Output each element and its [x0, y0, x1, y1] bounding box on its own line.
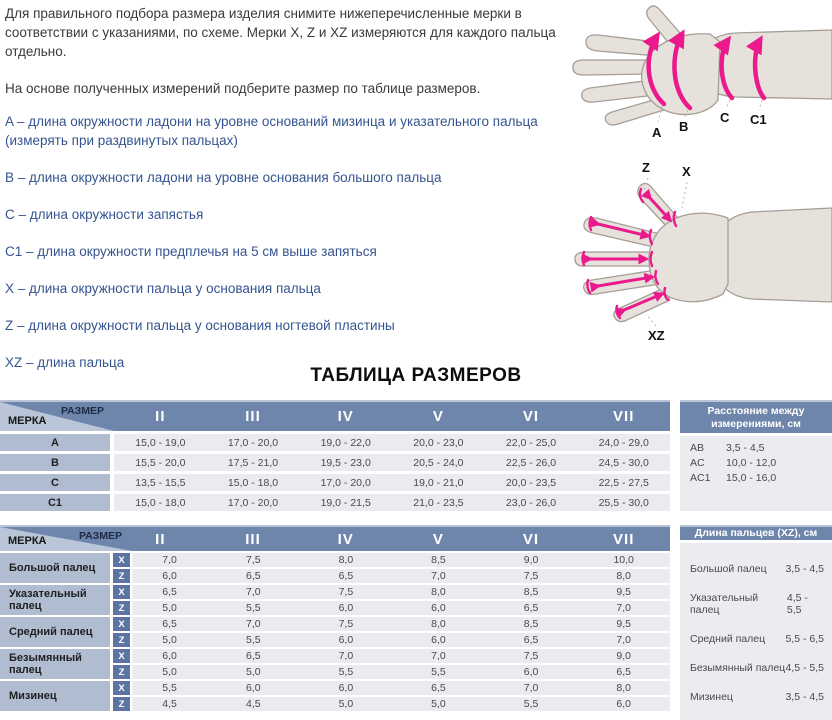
cell: 5,0 — [162, 634, 177, 646]
cell: 5,5 — [338, 666, 354, 678]
definition-z: Z – длина окружности пальца у основания ногтевой пластины — [5, 318, 395, 333]
definition-c: C – длина окружности запястья — [5, 207, 204, 222]
finger-measurement-diagram — [560, 156, 832, 350]
corner-size-label: РАЗМЕР — [61, 405, 104, 417]
sub-label-z: Z — [113, 601, 130, 615]
table-row — [0, 474, 670, 491]
size-table-circumference — [0, 400, 670, 511]
cell: 6,0 — [523, 666, 539, 678]
cell: 21,0 - 23,5 — [413, 496, 464, 509]
panel-row — [690, 633, 824, 645]
cell: 8,5 — [431, 554, 446, 566]
cell: 13,5 - 15,5 — [135, 476, 186, 489]
cell: 25,5 - 30,0 — [598, 496, 649, 509]
corner-merka-label: МЕРКА — [8, 535, 47, 547]
cell: 5,0 — [338, 698, 354, 710]
cell: 24,5 - 30,0 — [598, 456, 649, 469]
cell: 5,5 — [245, 634, 261, 646]
measurement-instructions — [5, 4, 563, 390]
cell: 6,5 — [162, 586, 177, 598]
cell: 6,5 — [523, 634, 539, 646]
panel-row — [690, 691, 824, 703]
intro-paragraph-2: На основе полученных измерений подберите размер по таблице размеров. — [5, 81, 481, 96]
cell: 9,0 — [616, 650, 631, 662]
cell: 5,0 — [431, 698, 446, 710]
cell: 6,0 — [431, 634, 446, 646]
cell: 7,0 — [431, 570, 446, 582]
hand-circumference-diagram — [560, 0, 832, 150]
table2-header-row — [0, 525, 670, 551]
cell: 7,0 — [616, 634, 631, 646]
table1-col-v: V — [432, 408, 444, 425]
sub-label-x: X — [113, 585, 130, 599]
cell: 9,5 — [616, 586, 631, 598]
cell: 6,5 — [523, 602, 539, 614]
cell: 5,5 — [431, 666, 446, 678]
finger-row-middle — [0, 617, 670, 647]
cell: 17,0 - 20,0 — [227, 496, 279, 509]
cell: 8,0 — [431, 586, 446, 598]
cell: 4,5 — [162, 698, 177, 710]
table-row — [0, 454, 670, 471]
finger-label: Мизинец — [0, 681, 110, 711]
cell: 6,5 — [245, 650, 261, 662]
panel-row-value: 10,0 - 12,0 — [726, 457, 777, 469]
cell: 8,0 — [616, 682, 631, 694]
cell: 5,0 — [245, 666, 261, 678]
panel-row-label: Большой палец — [690, 563, 767, 575]
measure-label-a: A — [652, 125, 662, 140]
panel-row-label: AC — [690, 457, 705, 469]
cell: 20,0 - 23,0 — [413, 436, 464, 449]
cell: 7,0 — [338, 650, 354, 662]
table1-col-iii: III — [245, 408, 261, 425]
cell: 7,0 — [616, 602, 631, 614]
sub-label-x: X — [113, 617, 130, 631]
cell: 20,5 - 24,0 — [413, 456, 464, 469]
sub-label-z: Z — [113, 665, 130, 679]
definition-xz: XZ – длина пальца — [5, 355, 125, 370]
table1-col-ii: II — [155, 408, 166, 425]
row-label-c: C — [0, 474, 110, 491]
finger-label: Безымянный палец — [0, 649, 110, 679]
cell: 6,5 — [616, 666, 631, 678]
cell: 17,0 - 20,0 — [320, 476, 371, 489]
table2-col-iii: III — [245, 530, 261, 548]
cell: 6,5 — [162, 618, 177, 630]
cell: 22,5 - 27,5 — [598, 476, 649, 489]
cell: 7,0 — [523, 682, 539, 694]
size-table-title: ТАБЛИЦА РАЗМЕРОВ — [310, 365, 522, 386]
table2-col-vii: VII — [613, 530, 635, 548]
cell: 8,5 — [523, 586, 539, 598]
cell: 6,0 — [245, 682, 261, 694]
cell: 19,0 - 22,0 — [320, 436, 371, 449]
measure-label-xz: XZ — [648, 328, 665, 343]
cell: 15,0 - 18,0 — [135, 496, 186, 509]
cell: 8,0 — [338, 554, 354, 566]
panel-row — [690, 592, 824, 616]
cell: 7,5 — [523, 570, 539, 582]
cell: 5,0 — [162, 666, 177, 678]
panel-row — [690, 563, 824, 575]
measure-label-x: X — [682, 164, 691, 179]
cell: 15,5 - 20,0 — [135, 456, 186, 469]
panel-row-label: Безымянный палец — [690, 662, 786, 674]
panel-row-label: Мизинец — [690, 691, 733, 703]
cell: 22,0 - 25,0 — [505, 436, 557, 449]
finger-length-panel — [680, 525, 832, 711]
cell: 8,5 — [523, 618, 539, 630]
finger-row-pinky — [0, 681, 670, 711]
size-table-fingers — [0, 525, 670, 711]
measure-label-c1: C1 — [750, 112, 767, 127]
cell: 6,5 — [245, 570, 261, 582]
cell: 9,0 — [523, 554, 539, 566]
cell: 10,0 — [613, 554, 634, 566]
finger-label: Большой палец — [0, 553, 110, 583]
corner-merka-label: МЕРКА — [8, 415, 47, 427]
panel1-title: Расстояние между измерениями, см — [680, 400, 832, 433]
panel-row — [690, 471, 822, 486]
table1-corner-cell — [0, 402, 114, 431]
table2-col-ii: II — [155, 530, 166, 548]
measure-label-z: Z — [642, 160, 650, 175]
finger-row-index — [0, 585, 670, 615]
cell: 19,0 - 21,0 — [413, 476, 464, 489]
table2-corner-cell — [0, 527, 132, 551]
measure-label-b: B — [679, 119, 689, 134]
table1-col-vii: VII — [613, 408, 635, 425]
distance-between-measurements-panel — [680, 400, 832, 511]
cell: 6,5 — [431, 682, 446, 694]
measure-label-c: C — [720, 110, 730, 125]
cell: 24,0 - 29,0 — [598, 436, 649, 449]
table-row — [0, 494, 670, 511]
cell: 5,5 — [162, 682, 177, 694]
definition-c1: C1 – длина окружности предплечья на 5 см выше запяться — [5, 244, 377, 259]
panel-row-value: 15,0 - 16,0 — [726, 472, 777, 484]
cell: 6,0 — [431, 602, 446, 614]
corner-size-label: РАЗМЕР — [79, 530, 122, 542]
panel-row-value: 3,5 - 4,5 — [726, 442, 765, 454]
panel-row-value: 4,5 - 5,5 — [785, 662, 824, 674]
cell: 7,0 — [245, 618, 261, 630]
table1-header-row — [0, 400, 670, 431]
cell: 6,0 — [338, 634, 354, 646]
definition-b: B – длина окружности ладони на уровне основания большого пальца — [5, 170, 442, 185]
cell: 6,0 — [616, 698, 631, 710]
cell: 6,0 — [162, 650, 177, 662]
panel-row-label: AB — [690, 442, 705, 454]
cell: 5,0 — [162, 602, 177, 614]
hand-diagram-1-illustration — [560, 0, 832, 150]
cell: 4,5 — [245, 698, 261, 710]
sub-label-x: X — [113, 553, 130, 567]
table-row — [0, 434, 670, 451]
sub-label-z: Z — [113, 697, 130, 711]
cell: 17,0 - 20,0 — [227, 436, 279, 449]
cell: 5,5 — [523, 698, 539, 710]
cell: 7,0 — [431, 650, 446, 662]
panel-row — [690, 662, 824, 674]
finger-label: Средний палец — [0, 617, 110, 647]
cell: 22,5 - 26,0 — [505, 456, 557, 469]
panel-row-value: 5,5 - 6,5 — [785, 633, 824, 645]
finger-row-ring — [0, 649, 670, 679]
panel-row — [690, 456, 822, 471]
finger-label: Указательный палец — [0, 585, 110, 615]
cell: 19,5 - 23,0 — [320, 456, 371, 469]
definition-x: X – длина окружности пальца у основания пальца — [5, 281, 321, 296]
cell: 7,0 — [245, 586, 261, 598]
sub-label-x: X — [113, 649, 130, 663]
row-label-b: B — [0, 454, 110, 471]
definition-a: A – длина окружности ладони на уровне оснований мизинца и указательного пальца (измерять при раздвинутых пальцах) — [5, 114, 538, 148]
sub-label-z: Z — [113, 569, 130, 583]
cell: 20,0 - 23,5 — [505, 476, 557, 489]
cell: 6,0 — [338, 602, 354, 614]
panel2-title: Длина пальцев (XZ), см — [680, 525, 832, 540]
sub-label-z: Z — [113, 633, 130, 647]
table2-col-vi: VI — [522, 530, 540, 548]
cell: 15,0 - 18,0 — [227, 476, 279, 489]
panel-row-label: Средний палец — [690, 633, 766, 645]
finger-row-thumb — [0, 553, 670, 583]
cell: 7,5 — [338, 586, 354, 598]
intro-paragraph-1: Для правильного подбора размера изделия снимите нижеперечисленные мерки в соответствии с указаниями, по схеме. Мерки X, Z и XZ измеряются для каждого пальца отдельно. — [5, 6, 556, 59]
cell: 23,0 - 26,0 — [505, 496, 557, 509]
row-label-a: A — [0, 434, 110, 451]
row-label-c1: C1 — [0, 494, 110, 511]
table2-col-iv: IV — [337, 530, 354, 548]
cell: 6,0 — [338, 682, 354, 694]
cell: 19,0 - 21,5 — [320, 496, 371, 509]
cell: 6,0 — [162, 570, 177, 582]
table1-col-iv: IV — [337, 408, 354, 425]
cell: 5,5 — [245, 602, 261, 614]
panel-row-value: 3,5 - 4,5 — [785, 563, 824, 575]
hand-diagram-2-illustration — [560, 156, 832, 350]
table1-col-vi: VI — [522, 408, 540, 425]
cell: 8,0 — [616, 570, 631, 582]
panel-row-value: 4,5 - 5,5 — [786, 592, 808, 616]
cell: 7,5 — [338, 618, 354, 630]
cell: 9,5 — [616, 618, 631, 630]
cell: 6,5 — [338, 570, 354, 582]
panel-row — [690, 441, 822, 456]
panel-row-value: 3,5 - 4,5 — [785, 691, 824, 703]
panel-row-label: Указательный палец — [690, 592, 759, 616]
cell: 8,0 — [431, 618, 446, 630]
panel-row-label: AC1 — [690, 472, 711, 484]
cell: 15,0 - 19,0 — [135, 436, 186, 449]
cell: 7,5 — [245, 554, 261, 566]
cell: 7,5 — [523, 650, 539, 662]
cell: 7,0 — [162, 554, 177, 566]
sub-label-x: X — [113, 681, 130, 695]
table2-col-v: V — [432, 530, 444, 548]
cell: 17,5 - 21,0 — [227, 456, 279, 469]
